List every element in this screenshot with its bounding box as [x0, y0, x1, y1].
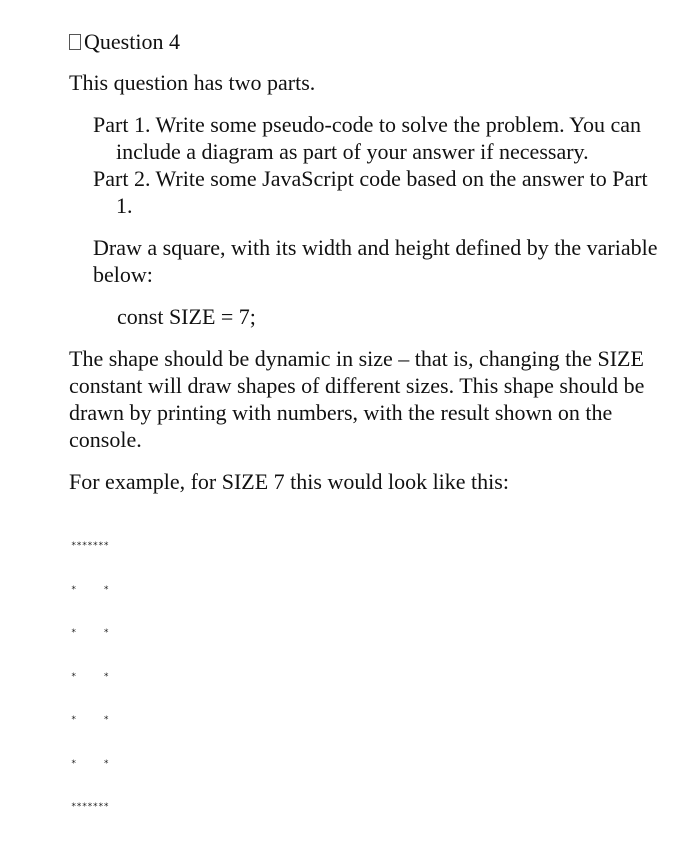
output-line: ******* [71, 541, 109, 551]
output-line: * * [71, 584, 109, 595]
part-1: Part 1. Write some pseudo-code to solve the problem. You can include a diagram as part of your answer if necessary. [93, 112, 642, 164]
question-heading [69, 28, 659, 55]
example-output [71, 510, 659, 844]
output-line: ******* [71, 802, 109, 812]
code-snippet: const SIZE = 7; [117, 304, 256, 329]
output-line: * * [71, 628, 109, 638]
output-line: * * [71, 671, 109, 682]
example-intro: For example, for SIZE 7 this would look like this: [69, 469, 509, 494]
description-text: The shape should be dynamic in size – that is, changing the SIZE constant will draw shapes of different sizes. This shape should be drawn by printing with numbers, with the result shown on the console. [69, 346, 645, 452]
question-intro: This question has two parts. [69, 70, 316, 95]
task-text: Draw a square, with its width and height defined by the variable below: [93, 235, 658, 287]
question-title: Question 4 [84, 29, 180, 54]
question-document [69, 28, 659, 844]
parts-list [69, 111, 659, 219]
part-2: Part 2. Write some JavaScript code based on the answer to Part 1. [93, 166, 648, 218]
checkbox-icon[interactable] [69, 34, 81, 50]
output-line: * * [71, 758, 109, 769]
output-line: * * [71, 715, 109, 725]
